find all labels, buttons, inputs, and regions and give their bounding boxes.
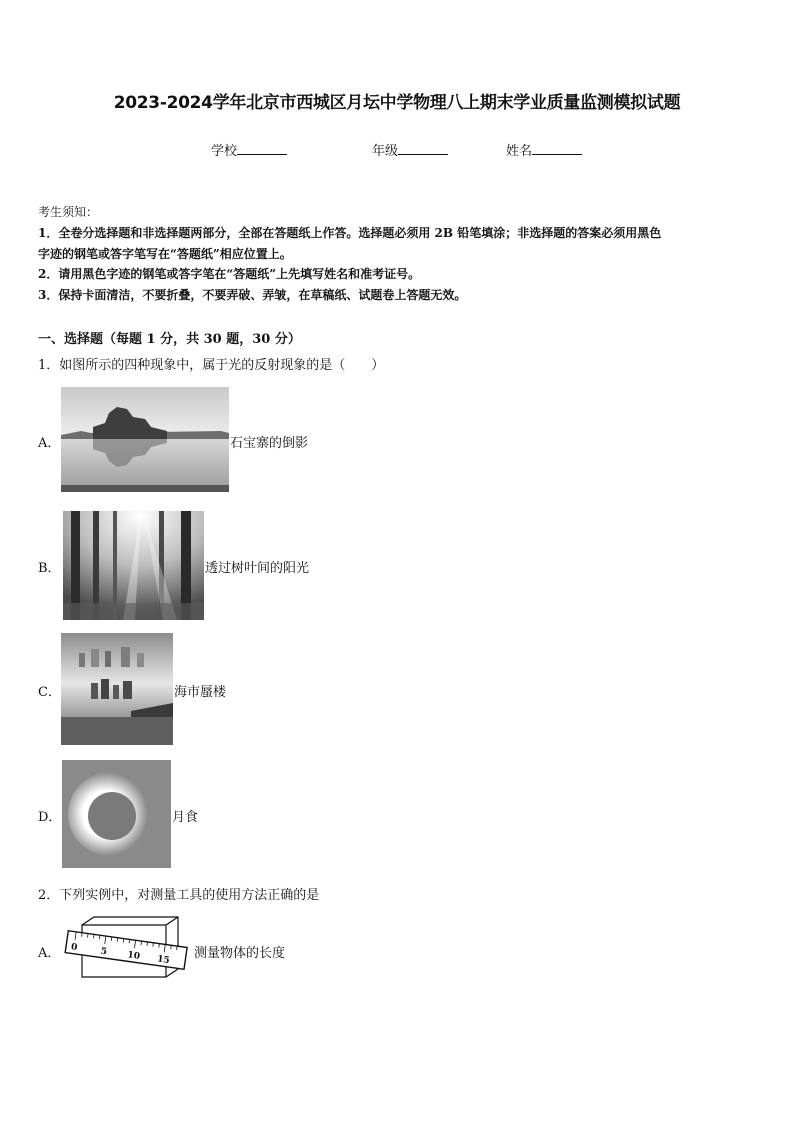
sunlight-trees-image (63, 511, 204, 620)
q1-option-c-caption: 海市蜃楼 (174, 685, 227, 700)
mirage-image (61, 633, 173, 745)
q1-option-b-letter: B． (38, 561, 61, 576)
ruler-mark-0: 0 (70, 942, 78, 954)
ruler-measurement-image (62, 913, 190, 979)
notice-line-1a: 1．全卷分选择题和非选择题两部分，全部在答题纸上作答。选择题必须用 2B 铅笔填涂；非选择题的答案必须用黑色 (38, 226, 662, 240)
q1-stem: 1．如图所示的四种现象中，属于光的反射现象的是（ ） (38, 358, 385, 373)
name-field (506, 140, 582, 159)
q2-option-a-caption: 测量物体的长度 (194, 946, 286, 961)
notice-line-2: 2．请用黑色字迹的钢笔或答字笔在“答题纸”上先填写姓名和准考证号。 (38, 267, 421, 281)
q2-option-a-letter: A． (38, 946, 61, 961)
q2-stem: 2．下列实例中，对测量工具的使用方法正确的是 (38, 888, 320, 903)
school-label: 学校 (211, 144, 238, 159)
notice-heading: 考生须知： (38, 205, 99, 219)
school-field (211, 140, 287, 159)
grade-blank (398, 142, 448, 155)
school-blank (237, 142, 287, 155)
notice-line-1b: 字迹的钢笔或答字笔写在“答题纸”相应位置上。 (38, 247, 292, 261)
section-heading: 一、选择题（每题 1 分，共 30 题，30 分） (38, 332, 301, 347)
grade-label: 年级 (372, 144, 399, 159)
q1-option-a-caption: 石宝寨的倒影 (230, 436, 309, 451)
reflection-image (61, 387, 229, 492)
ruler-mark-5: 5 (99, 946, 108, 958)
ruler-mark-15: 15 (156, 954, 171, 967)
q1-option-d-caption: 月食 (172, 810, 199, 825)
name-label: 姓名 (506, 144, 533, 159)
page-title: 2023-2024学年北京市西城区月坛中学物理八上期末学业质量监测模拟试题 (113, 93, 681, 113)
lunar-eclipse-image (62, 760, 171, 868)
q1-option-a-letter: A． (38, 436, 61, 451)
ruler-mark-10: 10 (126, 950, 141, 962)
q1-option-b-caption: 透过树叶间的阳光 (205, 561, 310, 576)
notice-line-3: 3．保持卡面清洁，不要折叠，不要弄破、弄皱，在草稿纸、试题卷上答题无效。 (38, 288, 467, 302)
q1-option-d-letter: D． (38, 810, 62, 825)
grade-field (372, 140, 448, 159)
name-blank (532, 142, 582, 155)
q1-option-c-letter: C． (38, 685, 61, 700)
